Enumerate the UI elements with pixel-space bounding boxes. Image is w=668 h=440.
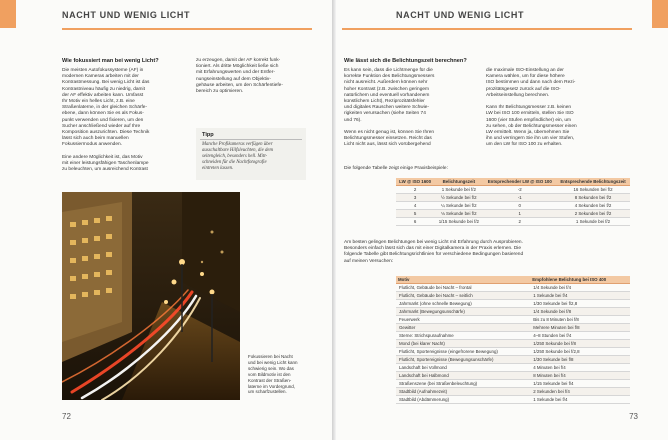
running-header: NACHT UND WENIG LICHT — [62, 10, 191, 20]
left-page — [0, 0, 332, 440]
table-cell: Straßenszene (bei Straßenbeleuchtung) — [396, 380, 530, 388]
text-line: nicht ausreicht. Außerdem können sehr — [344, 80, 428, 86]
table-row — [396, 356, 630, 364]
tip-title: Tipp — [202, 132, 214, 138]
text-line: Sucher anschließend wieder auf Ihre — [62, 123, 141, 129]
table-cell: Mehrere Minuten bei f/8 — [530, 324, 630, 332]
text-line: LW bei ISO 100 ermitteln, stellen Sie ISO — [486, 111, 574, 117]
table-row — [396, 340, 630, 348]
text-line: folgende Tabelle gibt Belichtungsrichtlinien für verschiedene Bedingungen basierend — [344, 252, 524, 258]
caption-line: laterne im Vordergrund, — [248, 383, 296, 389]
tip-line: ausschaltbare Hilfsleuchten, die dem — [202, 148, 273, 154]
tip-text — [202, 142, 300, 172]
text-line: mit Erfahrungswerten und der Entfer- — [196, 70, 275, 76]
text-line: der AF effektiv arbeiten kann. Umfasst — [62, 92, 144, 98]
table-row — [396, 380, 630, 388]
text-line: lässt sich auch beim manuellen — [62, 136, 129, 142]
right-page — [336, 0, 668, 440]
page-number: 72 — [62, 412, 71, 421]
table-cell: 1/30 Sekunde bei f/2,8 — [530, 300, 630, 308]
table-cell: 1 Sekunde bei f/4 — [530, 396, 630, 404]
chapter-tab — [652, 0, 668, 28]
table-cell: Flutlicht, Sportereignisse (Bewegungsunschärfe) — [396, 356, 530, 364]
text-line: 1600 (vier Stufen empfindlicher) ein, um — [486, 117, 572, 123]
text-line: ihn und verringern Sie ihn um vier Stufen, — [486, 136, 575, 142]
table-cell: 2 — [484, 218, 557, 226]
body-column-1 — [344, 68, 474, 149]
table-cell: 5 — [396, 210, 434, 218]
table-cell: Stadtbild (Abdämmerung) — [396, 396, 530, 404]
table-cell: Jahrmarkt (Bewegungsunschärfe) — [396, 308, 530, 316]
table-cell: Jahrmarkt (ohne schnelle Bewegung) — [396, 300, 530, 308]
text-line: Straßenlaterne, in der gleichen Schärfe- — [62, 105, 148, 111]
caption-line: um scharfzustellen. — [248, 389, 287, 395]
table-row — [396, 348, 630, 356]
table-row — [396, 372, 630, 380]
text-line: zu beleuchten, um ausreichend Kontrast — [62, 167, 148, 173]
exposure-conversion-table — [396, 178, 630, 226]
text-line: nungseinstellung auf dem Objektiv- — [196, 76, 271, 82]
table-row — [396, 316, 630, 324]
text-line: Kamera wählen, um für diese höhere — [486, 74, 565, 80]
table-header-row — [396, 178, 630, 186]
caption-line: schwierig sein. Wo das — [248, 365, 294, 371]
text-line: ISO bestimmen und dann nach dem Rezi- — [486, 80, 576, 86]
table-cell: ¼ Sekunde bei f/2 — [434, 202, 483, 210]
table-cell: -2 — [484, 186, 557, 194]
table-cell: -1 — [484, 194, 557, 202]
table-cell: 2 Sekunden bei f/2 — [556, 210, 630, 218]
text-line: Kontrastmessung. Bei wenig Licht ist das — [62, 80, 150, 86]
column-header: Entsprechender LW @ ISO 100 — [484, 178, 557, 186]
table-cell: Landschaft bei Vollmond — [396, 364, 530, 372]
table-cell: ½ Sekunde bei f/2 — [434, 194, 483, 202]
table-row — [396, 202, 630, 210]
body-column-1 — [62, 68, 190, 173]
table-row — [396, 396, 630, 404]
text-line: gehäuse arbeiten, um den Schärfentiefe- — [196, 82, 283, 88]
caption-line: Kontrast der Straßen- — [248, 377, 292, 383]
text-line: korrekte Funktion des Belichtungsmessers — [344, 74, 435, 80]
text-line: künstlichem Licht), Reziprozitätsfehler — [344, 99, 425, 105]
text-line: auf meinen Versuchen: — [344, 258, 394, 264]
text-line: Komposition auszurichten. Diese Technik — [62, 130, 150, 136]
exposure-guidelines-table — [396, 276, 630, 404]
table-cell: 1/30 Sekunde bei f/8 — [530, 356, 630, 364]
running-header: NACHT UND WENIG LICHT — [396, 10, 525, 20]
table-cell: 0 — [484, 202, 557, 210]
text-line: LW ermittelt. Wenn ja, übernehmen Sie — [486, 130, 570, 136]
body-column-2 — [196, 58, 316, 95]
table-row — [396, 210, 630, 218]
text-line: prozitätsgesetz zurück auf die ISO- — [486, 86, 561, 92]
table-cell: 4–8 Stunden bei f/4 — [530, 332, 630, 340]
text-line: Es kann sein, dass die Lichtmenge für die — [344, 68, 433, 73]
tip-line: Manche Profikameras verfügen über — [202, 142, 273, 147]
body-column-2 — [486, 68, 626, 149]
text-line: bereich zu optimieren. — [196, 89, 244, 95]
night-street-photo — [62, 192, 240, 400]
text-line: um den LW für ISO 100 zu erhalten. — [486, 142, 563, 148]
text-line: ebene, dann können Sie es als Fokus- — [62, 111, 144, 117]
text-line: Ihr Motiv ein helles Licht, z.B. eine — [62, 99, 135, 105]
header-rule — [62, 28, 312, 30]
table-cell: 4 Minuten bei f/4 — [530, 364, 630, 372]
table-cell: 2 — [396, 186, 434, 194]
table-header-row — [396, 276, 630, 284]
text-line: Besonders einfach lässt sich das mit einer Digitalkamera in der Praxis erlernen. Die — [344, 246, 522, 252]
caption-line: Fokussieren bei Nacht — [248, 354, 293, 359]
column-header: Entsprechende Belichtungszeit — [556, 178, 630, 186]
text-line: Am besten gelingen Belichtungen bei wenig Licht mit Erfahrung durch Ausprobieren. — [344, 240, 523, 245]
table-cell: 1 — [484, 210, 557, 218]
table-cell: Sterne: Strichspuraufnahme — [396, 332, 530, 340]
table-row — [396, 308, 630, 316]
table-cell: 1/15 Sekunde bei f/2 — [434, 218, 483, 226]
column-header: LW @ ISO 1600 — [396, 178, 434, 186]
text-line: rigkeiten verursachen (siehe Seiten 74 — [344, 111, 426, 117]
text-line: Licht nicht aus, lässt sich vorübergehend — [344, 142, 431, 148]
photo-caption — [248, 354, 320, 395]
table-cell: 1/4 Sekunde bei f/4 — [530, 284, 630, 292]
tip-rule — [200, 139, 302, 140]
text-line: Kontrastniveau häufig zu niedrig, damit — [62, 86, 145, 92]
caption-line: und bei wenig Licht kann — [248, 359, 298, 365]
text-line: natürlichem und eventuell vorhandenem — [344, 92, 430, 98]
table-cell: 1/15 Sekunde bei f/4 — [530, 380, 630, 388]
text-line: zu sehen, ob der Belichtungsmesser einen — [486, 123, 577, 129]
table-intro: Die folgende Tabelle zeigt einige Praxisbeispiele: — [344, 166, 448, 171]
table-cell: 16 Sekunden bei f/2 — [556, 186, 630, 194]
caption-line: vom Bildmotiv ist den — [248, 371, 291, 377]
table-cell: Feuerwerk — [396, 316, 530, 324]
tip-box — [196, 128, 306, 180]
section-heading: Wie fokussiert man bei wenig Licht? — [62, 58, 159, 64]
table-cell: Bis zu 8 Minuten bei f/8 — [530, 316, 630, 324]
text-line: zu erzeugen, damit der AF korrekt funk- — [196, 58, 281, 63]
table-cell: 1/4 Sekunde bei f/8 — [530, 308, 630, 316]
table-cell: 1 Sekunde bei f/4 — [530, 292, 630, 300]
table-row — [396, 364, 630, 372]
text-line: Belichtungsmesser einsetzen. Reicht das — [344, 136, 432, 142]
table-cell: Landschaft bei Halbmond — [396, 372, 530, 380]
column-header: Empfohlene Belichtung bei ISO 400 — [530, 276, 630, 284]
text-line: und digitales Rauschen weitere Schwie- — [344, 105, 430, 111]
column-header: Belichtungszeit — [434, 178, 483, 186]
table-cell: 4 Sekunden bei f/2 — [556, 202, 630, 210]
table-row — [396, 292, 630, 300]
table-cell: ⅛ Sekunde bei f/2 — [434, 210, 483, 218]
chapter-tab — [0, 0, 16, 28]
body-paragraph-2 — [344, 240, 634, 265]
table-cell: Flutlicht, Sportereignisse (eingefrorene Bewegung) — [396, 348, 530, 356]
header-rule — [342, 28, 632, 30]
tip-line: eintreten lassen. — [202, 166, 234, 172]
table-cell: 1/250 Sekunde bei f/2,8 — [530, 348, 630, 356]
table-row — [396, 218, 630, 226]
text-line: die maximale ISO-Einstellung an der — [486, 68, 564, 73]
table-cell: 8 Sekunden bei f/2 — [556, 194, 630, 202]
table-cell: 2 Sekunden bei f/4 — [530, 388, 630, 396]
table-cell: 3 — [396, 194, 434, 202]
text-line: und 76). — [344, 117, 362, 123]
table-cell: 1/250 Sekunde bei f/8 — [530, 340, 630, 348]
text-line: Die meisten Autofokussysteme (AF) in — [62, 68, 144, 73]
tip-line: schneiden für die Nachtfotografie — [202, 160, 267, 166]
table-row — [396, 324, 630, 332]
text-line: Arbeitseinstellung berechnen. — [486, 92, 550, 98]
text-line: Wenn es nicht genug ist, können Sie Ihren — [344, 130, 435, 136]
table-row — [396, 194, 630, 202]
tip-line: seitengleich, besonders hell. Mitt- — [202, 154, 268, 160]
text-line: tioniert. Als dritte Möglichkeit ließe sich — [196, 64, 279, 70]
text-line: Eine andere Möglichkeit ist, das Motiv — [62, 154, 143, 160]
table-cell: 1 Sekunde bei f/2 — [556, 218, 630, 226]
table-row — [396, 300, 630, 308]
table-cell: Stadtbild (Aufnahmezeit) — [396, 388, 530, 396]
table-cell: 6 — [396, 218, 434, 226]
table-cell: Gewitter — [396, 324, 530, 332]
text-line: hoher Kontrast (z.B. zwischen geringem — [344, 86, 430, 92]
table-cell: 8 Minuten bei f/4 — [530, 372, 630, 380]
text-line: modernen Kameras arbeiten mit der — [62, 74, 139, 80]
text-line: Kann Ihr Belichtungsmesser z.B. keinen — [486, 105, 572, 111]
text-line: punkt verwenden und fixieren, um den — [62, 117, 144, 123]
table-cell: Flutlicht, Gebäude bei Nacht – seitlich — [396, 292, 530, 300]
table-row — [396, 186, 630, 194]
table-cell: 4 — [396, 202, 434, 210]
text-line: Fokussiermodus anwenden. — [62, 142, 122, 148]
table-row — [396, 284, 630, 292]
table-cell: Flutlicht, Gebäude bei Nacht – frontal — [396, 284, 530, 292]
table-cell: Mond (bei klarer Nacht) — [396, 340, 530, 348]
column-header: Motiv — [396, 276, 530, 284]
table-row — [396, 332, 630, 340]
table-row — [396, 388, 630, 396]
text-line: mit einer leistungsfähigen Taschenlampe — [62, 161, 149, 167]
section-heading: Wie lässt sich die Belichtungszeit berechnen? — [344, 58, 467, 64]
page-number: 73 — [629, 412, 638, 421]
table-cell: 1 Sekunde bei f/2 — [434, 186, 483, 194]
